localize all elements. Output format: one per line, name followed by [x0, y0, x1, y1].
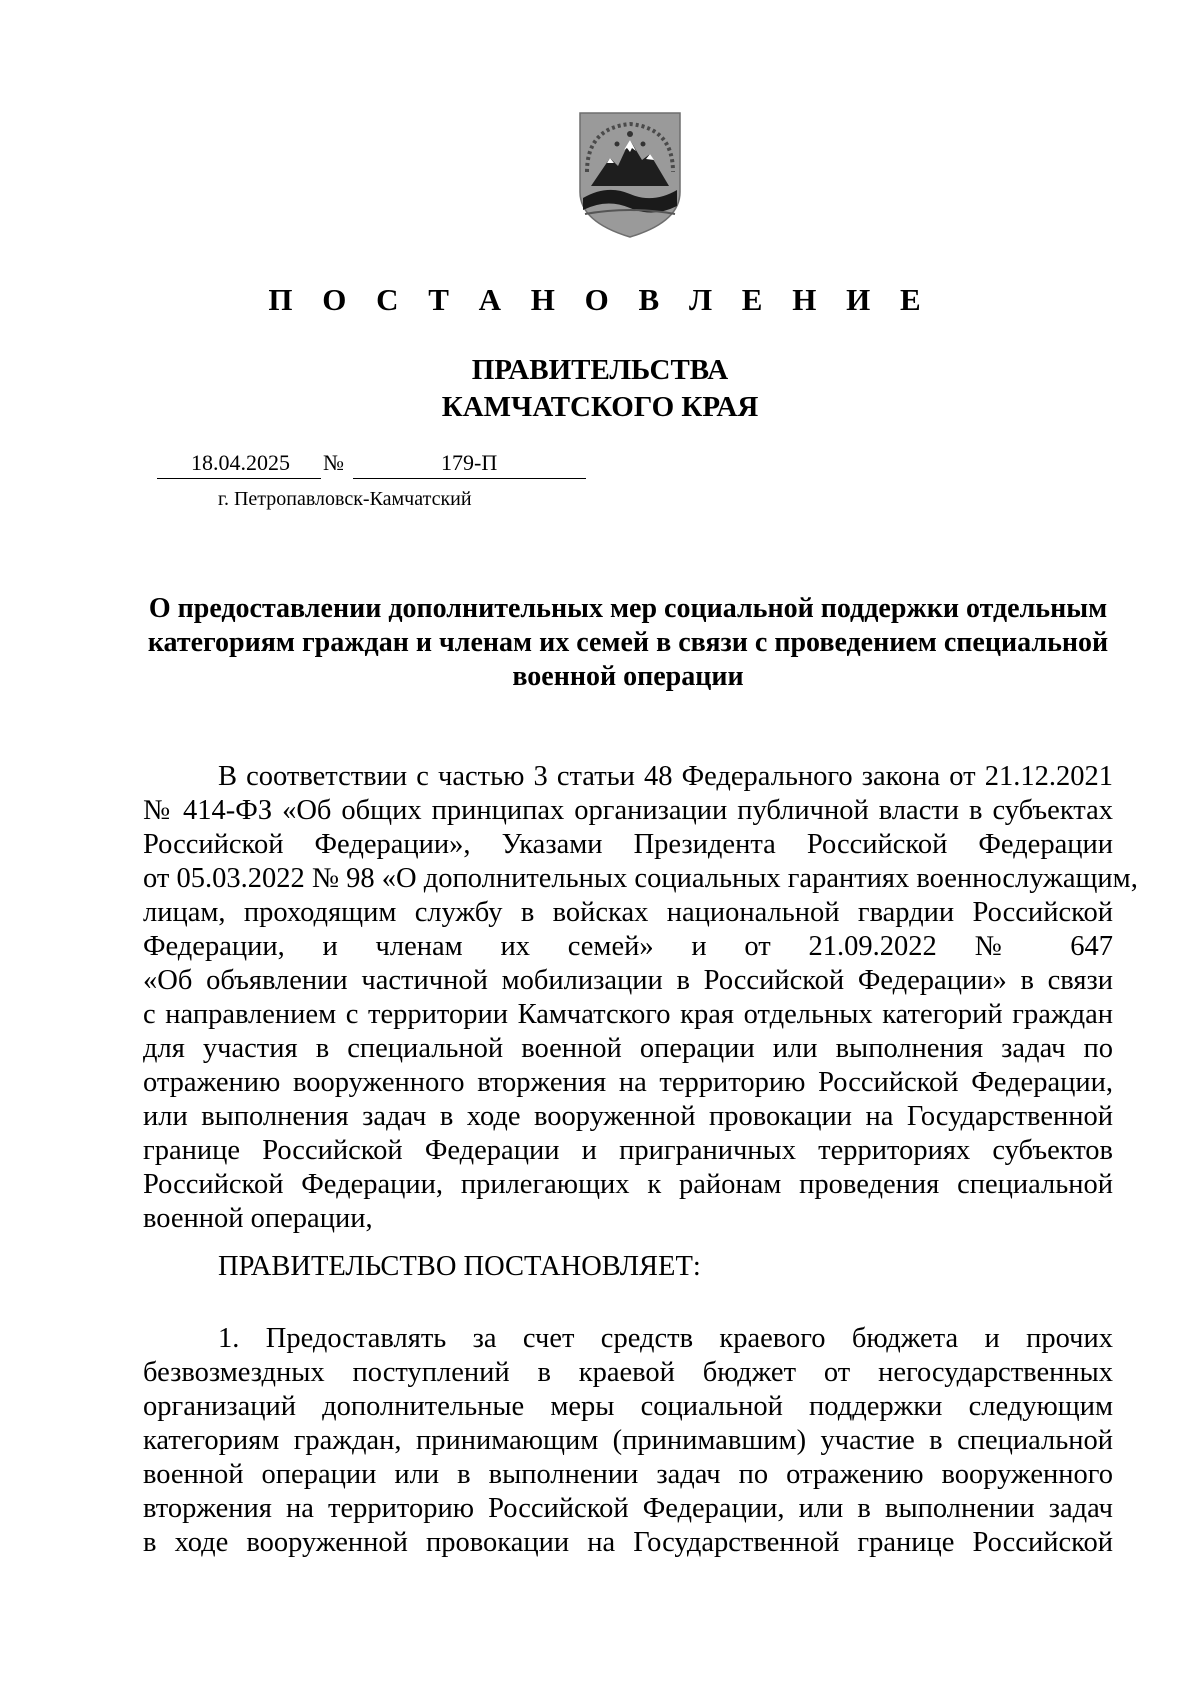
authority-line-2: КАМЧАТСКОГО КРАЯ [441, 391, 759, 423]
issue-city: г. Петропавловск-Камчатский [218, 488, 472, 510]
subject-line: военной операции [512, 661, 744, 692]
paragraph-line: безвозмездных поступлений в краевой бюджет от негосударственных [143, 1357, 1113, 1388]
paragraph-line: для участия в специальной военной операции или выполнения задач по [143, 1033, 1113, 1064]
paragraph-line: военной операции или в выполнении задач по отражению вооруженного [143, 1459, 1113, 1490]
subject-line: О предоставлении дополнительных мер социальной поддержки отдельным [148, 593, 1108, 624]
issuing-authority [0, 352, 1200, 426]
paragraph-line: вторжения на территорию Российской Федерации, или в выполнении задач [143, 1493, 1113, 1524]
registration-row [157, 450, 587, 480]
paragraph-line: отражению вооруженного вторжения на территорию Российской Федерации, [143, 1067, 1113, 1098]
document-number: 179-П [441, 450, 498, 475]
paragraph-line: лицам, проходящим службу в войсках национальной гвардии Российской [143, 897, 1113, 928]
document-date: 18.04.2025 [191, 450, 290, 475]
paragraph-line: Федерации, и членам их семей» и от 21.09.2022 № 647 [143, 931, 1113, 962]
paragraph-line: или выполнения задач в ходе вооруженной провокации на Государственной [143, 1101, 1113, 1132]
authority-line-1: ПРАВИТЕЛЬСТВА [471, 354, 729, 386]
date-underline [157, 478, 321, 479]
coat-of-arms-emblem [577, 110, 683, 240]
paragraph-line: категориям граждан, принимающим (принимавшим) участие в специальной [143, 1425, 1113, 1456]
paragraph-line: от 05.03.2022 № 98 «О дополнительных социальных гарантиях военнослужащим, [143, 863, 1138, 894]
paragraph-line: В соответствии с частью 3 статьи 48 Федерального закона от 21.12.2021 [218, 761, 1113, 792]
paragraph-line: № 414-ФЗ «Об общих принципах организации публичной власти в субъектах [143, 795, 1113, 826]
paragraph-line: в ходе вооруженной провокации на Государственной границе Российской [143, 1527, 1113, 1558]
paragraph-line: Российской Федерации», Указами Президента Российской Федерации [143, 829, 1113, 860]
number-underline [353, 478, 586, 479]
paragraph-line: границе Российской Федерации и приграничных территориях субъектов [143, 1135, 1113, 1166]
preamble-paragraph [143, 760, 1138, 1236]
clause-1-paragraph [143, 1322, 1113, 1560]
paragraph-line: с направлением с территории Камчатского края отдельных категорий граждан [143, 999, 1113, 1030]
paragraph-line: Российской Федерации, прилегающих к районам проведения специальной [143, 1169, 1113, 1200]
paragraph-line: «Об объявлении частичной мобилизации в Российской Федерации» в связи [143, 965, 1113, 996]
document-subject [143, 592, 1113, 694]
paragraph-line: военной операции, [143, 1203, 373, 1234]
number-sign: № [323, 450, 344, 475]
resolves-heading: ПРАВИТЕЛЬСТВО ПОСТАНОВЛЯЕТ: [218, 1251, 701, 1282]
paragraph-line: 1. Предоставлять за счет средств краевого бюджета и прочих [218, 1323, 1113, 1354]
subject-line: категориям граждан и членам их семей в связи с проведением специальной [147, 627, 1109, 658]
paragraph-line: организаций дополнительные меры социальной поддержки следующим [143, 1391, 1113, 1422]
document-type-title: П О С Т А Н О В Л Е Н И Е [268, 282, 932, 317]
